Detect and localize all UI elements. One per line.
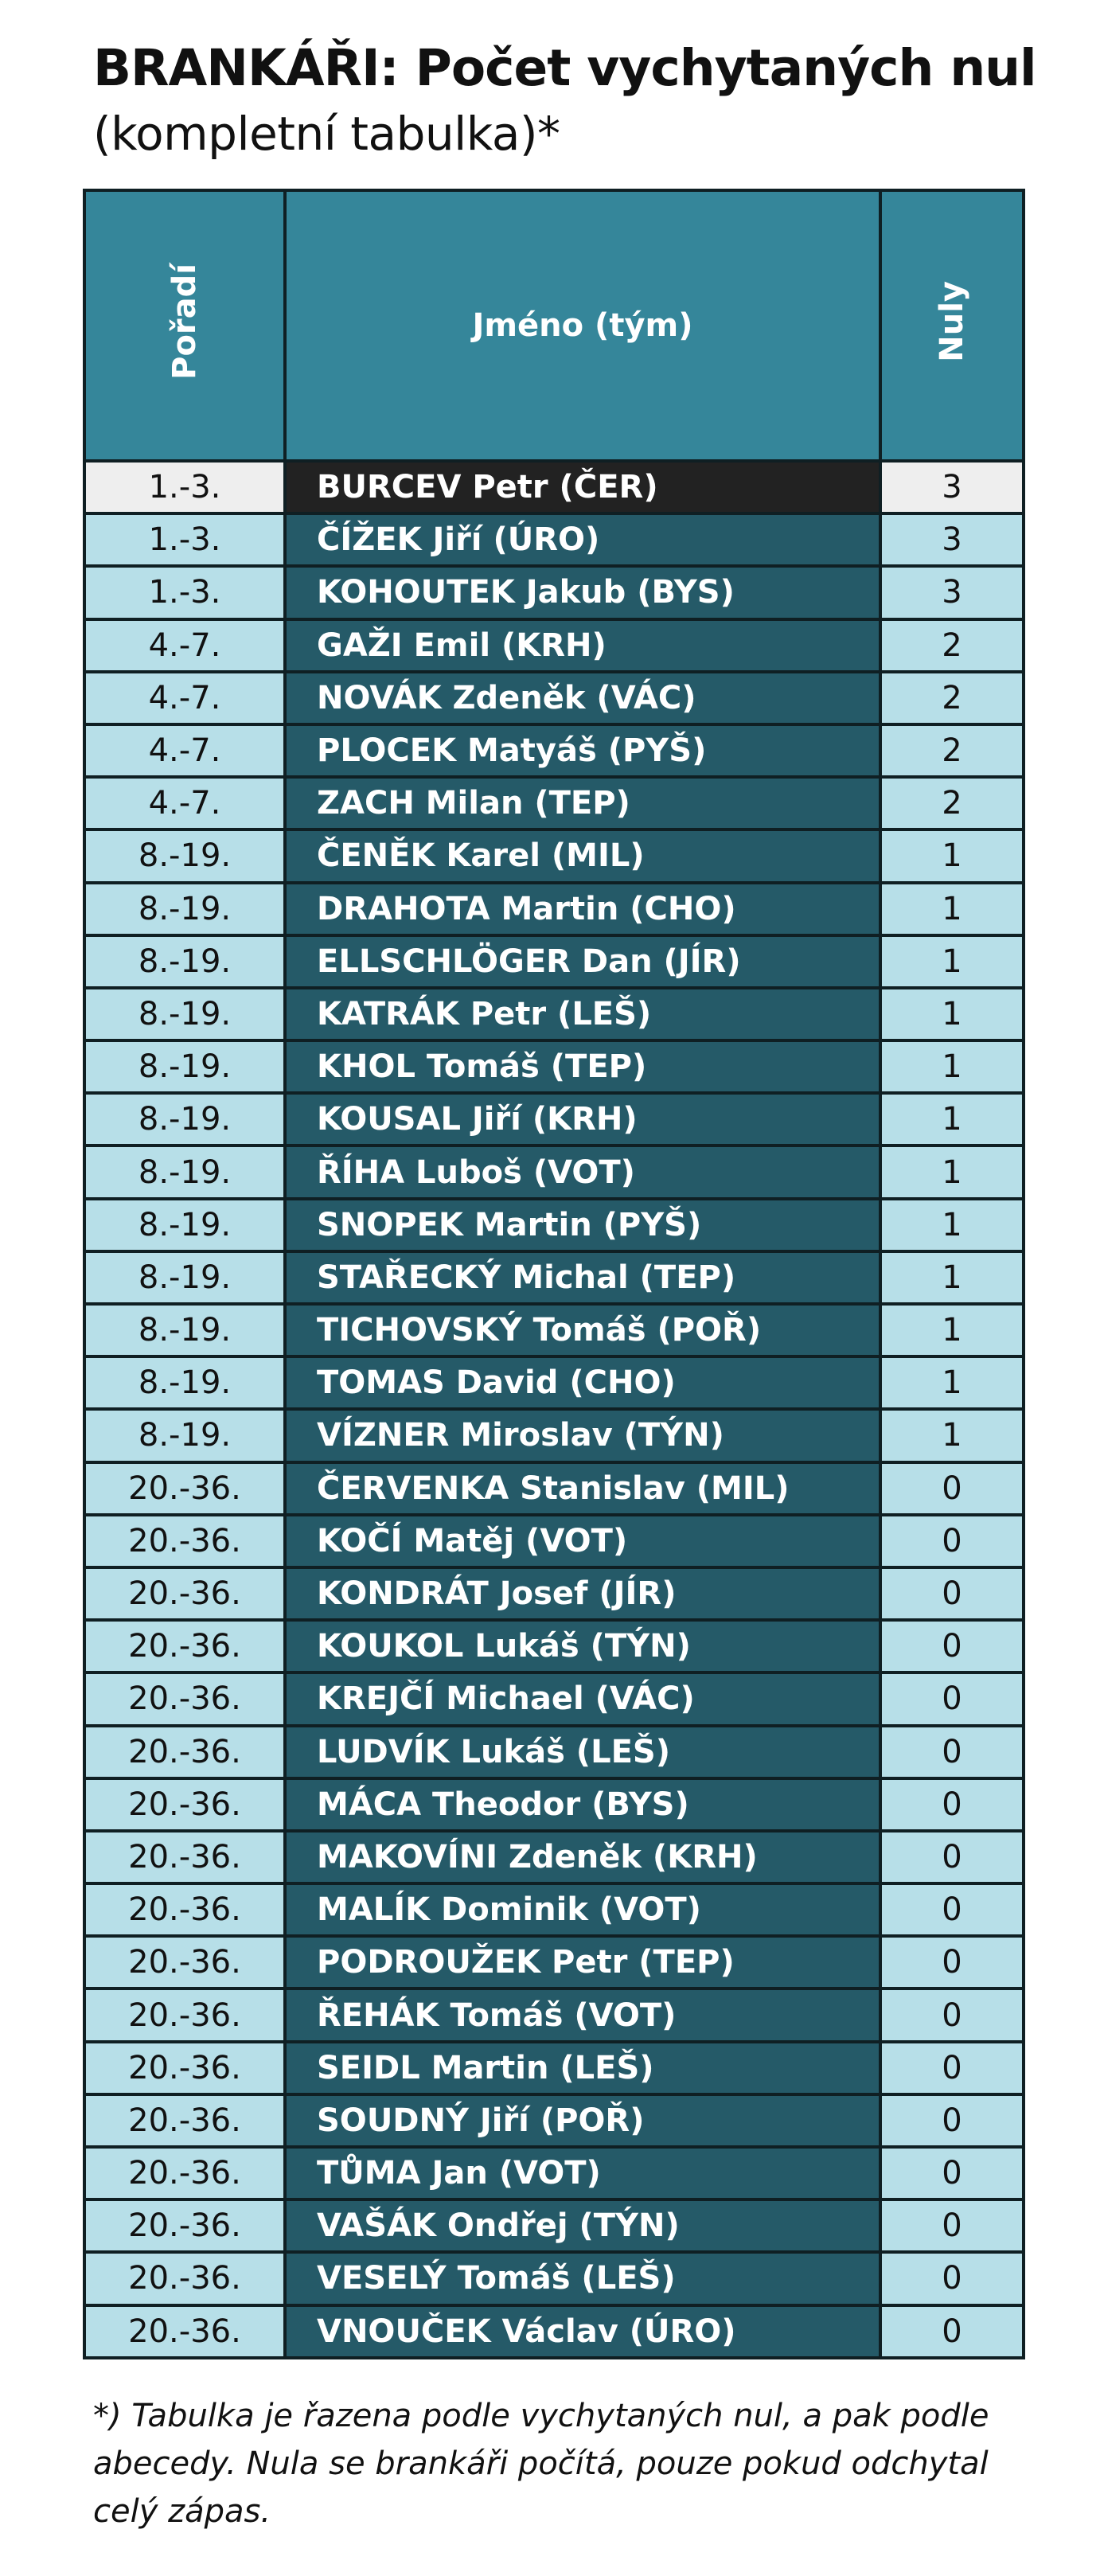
table-row — [84, 1409, 1024, 1462]
table-row — [84, 2147, 1024, 2199]
name-cell: KOČÍ Matěj (VOT) — [285, 1515, 880, 1567]
header-rank-label: Pořadí — [166, 263, 203, 380]
table-row — [84, 513, 1024, 566]
rank-cell: 8.-19. — [84, 1409, 285, 1462]
rank-cell: 20.-36. — [84, 2252, 285, 2305]
zeros-cell: 0 — [880, 2252, 1024, 2305]
zeros-cell: 0 — [880, 1726, 1024, 1778]
rank-cell: 20.-36. — [84, 2094, 285, 2147]
rank-cell: 8.-19. — [84, 988, 285, 1040]
rank-cell: 4.-7. — [84, 724, 285, 777]
rank-cell: 8.-19. — [84, 1093, 285, 1146]
rank-cell: 20.-36. — [84, 1778, 285, 1831]
zeros-cell: 1 — [880, 1146, 1024, 1198]
table-row — [84, 1989, 1024, 2041]
zeros-cell: 0 — [880, 1515, 1024, 1567]
zeros-cell: 1 — [880, 988, 1024, 1040]
table-row — [84, 1936, 1024, 1989]
name-cell: KOHOUTEK Jakub (BYS) — [285, 566, 880, 619]
rank-cell: 20.-36. — [84, 1515, 285, 1567]
zeros-cell: 3 — [880, 461, 1024, 513]
name-cell: VESELÝ Tomáš (LEŠ) — [285, 2252, 880, 2305]
name-cell: TŮMA Jan (VOT) — [285, 2147, 880, 2199]
table-row — [84, 1515, 1024, 1567]
rank-cell: 8.-19. — [84, 935, 285, 988]
table-row — [84, 724, 1024, 777]
name-cell: ČÍŽEK Jiří (ÚRO) — [285, 513, 880, 566]
table-row — [84, 1462, 1024, 1515]
rank-cell: 20.-36. — [84, 2305, 285, 2358]
table-row — [84, 883, 1024, 935]
name-cell: ELLSCHLÖGER Dan (JÍR) — [285, 935, 880, 988]
table-row — [84, 1831, 1024, 1883]
rank-cell: 20.-36. — [84, 1462, 285, 1515]
rank-cell: 4.-7. — [84, 619, 285, 672]
name-cell: VNOUČEK Václav (ÚRO) — [285, 2305, 880, 2358]
name-cell: ŘEHÁK Tomáš (VOT) — [285, 1989, 880, 2041]
zeros-cell: 1 — [880, 829, 1024, 882]
rank-cell: 20.-36. — [84, 1567, 285, 1620]
name-cell: GAŽI Emil (KRH) — [285, 619, 880, 672]
table-row — [84, 2252, 1024, 2305]
table-row — [84, 1304, 1024, 1356]
name-cell: KHOL Tomáš (TEP) — [285, 1040, 880, 1093]
rank-cell: 20.-36. — [84, 1936, 285, 1989]
table-row — [84, 1726, 1024, 1778]
name-cell: KOUSAL Jiří (KRH) — [285, 1093, 880, 1146]
table-row — [84, 935, 1024, 988]
name-cell: ČENĚK Karel (MIL) — [285, 829, 880, 882]
name-cell: ČERVENKA Stanislav (MIL) — [285, 1462, 880, 1515]
rank-cell: 20.-36. — [84, 2199, 285, 2252]
name-cell: ŘÍHA Luboš (VOT) — [285, 1146, 880, 1198]
rank-cell: 8.-19. — [84, 829, 285, 882]
table-row — [84, 1146, 1024, 1198]
rank-cell: 8.-19. — [84, 883, 285, 935]
table-row — [84, 829, 1024, 882]
table-header-row — [84, 190, 1024, 461]
zeros-cell: 1 — [880, 883, 1024, 935]
table-row — [84, 461, 1024, 513]
zeros-cell: 1 — [880, 1251, 1024, 1304]
name-cell: BURCEV Petr (ČER) — [285, 461, 880, 513]
header-rank — [84, 190, 285, 461]
zeros-cell: 0 — [880, 2147, 1024, 2199]
name-cell: ZACH Milan (TEP) — [285, 777, 880, 829]
rank-cell: 20.-36. — [84, 1726, 285, 1778]
table-row — [84, 2305, 1024, 2358]
name-cell: VÍZNER Miroslav (TÝN) — [285, 1409, 880, 1462]
zeros-cell: 0 — [880, 1989, 1024, 2041]
table-row — [84, 1199, 1024, 1251]
rank-cell: 8.-19. — [84, 1356, 285, 1409]
header-name: Jméno (tým) — [285, 190, 880, 461]
table-row — [84, 1040, 1024, 1093]
table-row — [84, 672, 1024, 724]
table-row — [84, 1251, 1024, 1304]
rank-cell: 4.-7. — [84, 672, 285, 724]
zeros-cell: 0 — [880, 1567, 1024, 1620]
zeros-cell: 0 — [880, 2094, 1024, 2147]
name-cell: SEIDL Martin (LEŠ) — [285, 2042, 880, 2094]
zeros-cell: 2 — [880, 724, 1024, 777]
zeros-cell: 0 — [880, 1620, 1024, 1672]
table-body — [84, 461, 1024, 2358]
zeros-cell: 3 — [880, 513, 1024, 566]
zeros-cell: 0 — [880, 1936, 1024, 1989]
name-cell: KOUKOL Lukáš (TÝN) — [285, 1620, 880, 1672]
zeros-cell: 1 — [880, 1040, 1024, 1093]
name-cell: DRAHOTA Martin (CHO) — [285, 883, 880, 935]
rank-cell: 8.-19. — [84, 1040, 285, 1093]
zeros-cell: 0 — [880, 2199, 1024, 2252]
zeros-cell: 0 — [880, 2305, 1024, 2358]
name-cell: NOVÁK Zdeněk (VÁC) — [285, 672, 880, 724]
rank-cell: 20.-36. — [84, 1620, 285, 1672]
zeros-cell: 0 — [880, 1831, 1024, 1883]
header-zeros — [880, 190, 1024, 461]
zeros-cell: 1 — [880, 1409, 1024, 1462]
footnote: *) Tabulka je řazena podle vychytaných nul, a pak podle abecedy. Nula se brankáři počítá, pouze pokud odchytal celý zápas. — [93, 2398, 989, 2530]
zeros-cell: 2 — [880, 672, 1024, 724]
zeros-cell: 2 — [880, 777, 1024, 829]
zeros-cell: 1 — [880, 1093, 1024, 1146]
zeros-cell: 1 — [880, 1356, 1024, 1409]
name-cell: MALÍK Dominik (VOT) — [285, 1883, 880, 1936]
name-cell: MÁCA Theodor (BYS) — [285, 1778, 880, 1831]
rank-cell: 20.-36. — [84, 1831, 285, 1883]
name-cell: KREJČÍ Michael (VÁC) — [285, 1672, 880, 1725]
header-zeros-label: Nuly — [934, 281, 970, 362]
table-row — [84, 619, 1024, 672]
name-cell: LUDVÍK Lukáš (LEŠ) — [285, 1726, 880, 1778]
table-row — [84, 1356, 1024, 1409]
rank-cell: 8.-19. — [84, 1304, 285, 1356]
rank-cell: 8.-19. — [84, 1251, 285, 1304]
name-cell: MAKOVÍNI Zdeněk (KRH) — [285, 1831, 880, 1883]
name-cell: SNOPEK Martin (PYŠ) — [285, 1199, 880, 1251]
zeros-cell: 0 — [880, 1883, 1024, 1936]
table-row — [84, 1620, 1024, 1672]
table-row — [84, 1093, 1024, 1146]
zeros-cell: 0 — [880, 2042, 1024, 2094]
table-row — [84, 566, 1024, 619]
zeros-cell: 0 — [880, 1462, 1024, 1515]
table-row — [84, 777, 1024, 829]
rank-cell: 1.-3. — [84, 566, 285, 619]
rank-cell: 1.-3. — [84, 461, 285, 513]
table-row — [84, 1778, 1024, 1831]
name-cell: TOMAS David (CHO) — [285, 1356, 880, 1409]
name-cell: KATRÁK Petr (LEŠ) — [285, 988, 880, 1040]
rank-cell: 20.-36. — [84, 1883, 285, 1936]
name-cell: TICHOVSKÝ Tomáš (POŘ) — [285, 1304, 880, 1356]
zeros-cell: 1 — [880, 935, 1024, 988]
zeros-cell: 1 — [880, 1304, 1024, 1356]
rank-cell: 1.-3. — [84, 513, 285, 566]
rank-cell: 4.-7. — [84, 777, 285, 829]
rank-cell: 20.-36. — [84, 2042, 285, 2094]
table-row — [84, 2199, 1024, 2252]
table-row — [84, 1672, 1024, 1725]
rank-cell: 8.-19. — [84, 1199, 285, 1251]
name-cell: PODROUŽEK Petr (TEP) — [285, 1936, 880, 1989]
zeros-cell: 3 — [880, 566, 1024, 619]
table-row — [84, 1883, 1024, 1936]
table-row — [84, 2042, 1024, 2094]
table-row — [84, 2094, 1024, 2147]
name-cell: STAŘECKÝ Michal (TEP) — [285, 1251, 880, 1304]
name-cell: VAŠÁK Ondřej (TÝN) — [285, 2199, 880, 2252]
page-subtitle: (kompletní tabulka)* — [93, 107, 560, 161]
zeros-cell: 2 — [880, 619, 1024, 672]
zeros-cell: 0 — [880, 1672, 1024, 1725]
zeros-cell: 1 — [880, 1199, 1024, 1251]
name-cell: PLOCEK Matyáš (PYŠ) — [285, 724, 880, 777]
goalkeepers-table — [83, 189, 1025, 2359]
page-title: BRANKÁŘI: Počet vychytaných nul — [93, 39, 1036, 97]
table-row — [84, 988, 1024, 1040]
zeros-cell: 0 — [880, 1778, 1024, 1831]
name-cell: KONDRÁT Josef (JÍR) — [285, 1567, 880, 1620]
rank-cell: 20.-36. — [84, 1989, 285, 2041]
rank-cell: 20.-36. — [84, 2147, 285, 2199]
table-row — [84, 1567, 1024, 1620]
rank-cell: 8.-19. — [84, 1146, 285, 1198]
rank-cell: 20.-36. — [84, 1672, 285, 1725]
name-cell: SOUDNÝ Jiří (POŘ) — [285, 2094, 880, 2147]
